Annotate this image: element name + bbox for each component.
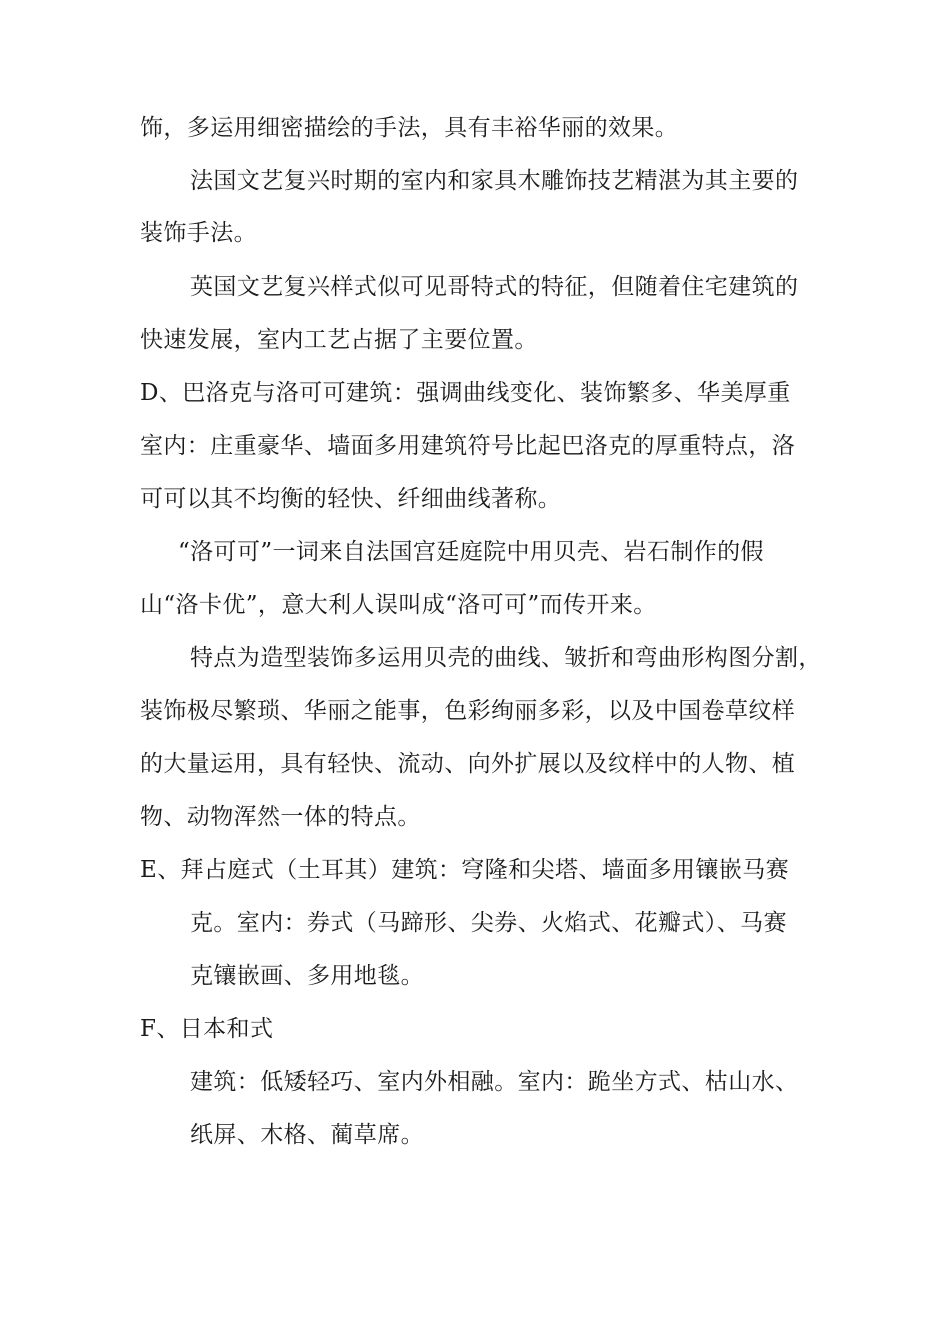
text-line-19: 建筑：低矮轻巧、室内外相融。室内：跪坐方式、枯山水、 — [190, 1069, 799, 1095]
text-line-15: E、拜占庭式（土耳其）建筑：穹隆和尖塔、墙面多用镶嵌马赛 — [140, 857, 789, 883]
text-line-12: 装饰极尽繁琐、华丽之能事，色彩绚丽多彩，以及中国卷草纹样 — [140, 698, 796, 724]
text-line-2: 法国文艺复兴时期的室内和家具木雕饰技艺精湛为其主要的 — [190, 168, 799, 194]
text-line-17: 克镶嵌画、多用地毯。 — [190, 963, 424, 989]
text-line-8: 可可以其不均衡的轻快、纤细曲线著称。 — [140, 486, 562, 512]
text-line-3: 装饰手法。 — [140, 220, 257, 246]
text-line-4: 英国文艺复兴样式似可见哥特式的特征，但随着住宅建筑的 — [190, 274, 799, 300]
text-line-6: D、巴洛克与洛可可建筑：强调曲线变化、装饰繁多、华美厚重 — [140, 380, 791, 406]
text-line-1: 饰，多运用细密描绘的手法，具有丰裕华丽的效果。 — [140, 115, 679, 141]
text-line-20: 纸屏、木格、蔺草席。 — [190, 1122, 424, 1148]
text-line-9: “洛可可”一词来自法国宫廷庭院中用贝壳、岩石制作的假 — [178, 539, 764, 565]
text-line-11: 特点为造型装饰多运用贝壳的曲线、皱折和弯曲形构图分割， — [190, 645, 822, 671]
text-line-7: 室内：庄重豪华、墙面多用建筑符号比起巴洛克的厚重特点，洛 — [140, 433, 796, 459]
text-line-5: 快速发展，室内工艺占据了主要位置。 — [140, 327, 538, 353]
text-line-18: F、日本和式 — [140, 1016, 274, 1042]
text-line-16: 克。室内：券式（马蹄形、尖券、火焰式、花瓣式）、马赛 — [190, 910, 787, 936]
text-line-14: 物、动物浑然一体的特点。 — [140, 804, 421, 830]
text-line-10: 山“洛卡优”，意大利人误叫成“洛可可”而传开来。 — [140, 592, 657, 618]
text-line-13: 的大量运用，具有轻快、流动、向外扩展以及纹样中的人物、植 — [140, 751, 796, 777]
